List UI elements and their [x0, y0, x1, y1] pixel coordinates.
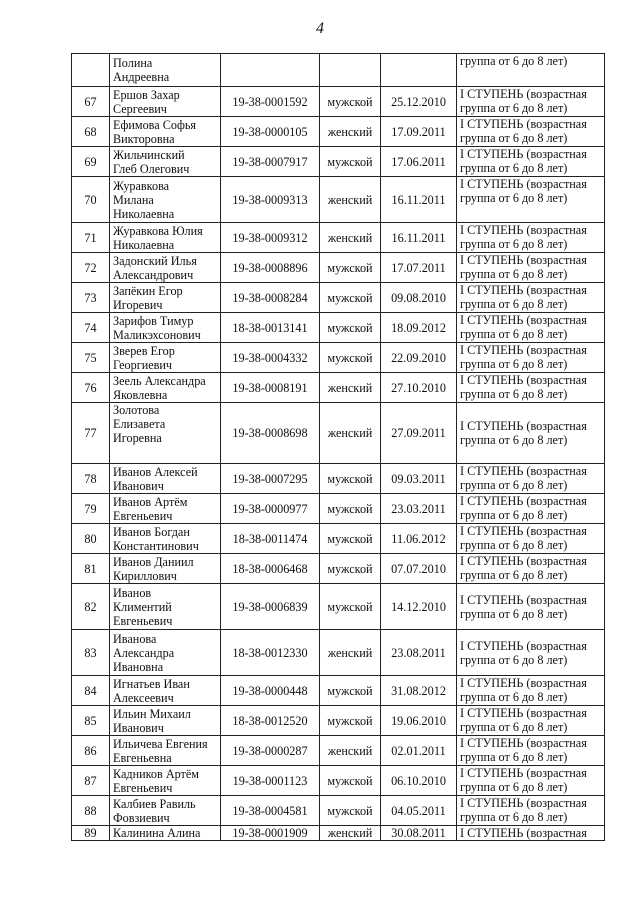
- gender-cell: мужской: [320, 253, 381, 283]
- gender-cell: женский: [320, 826, 381, 841]
- table-row: [72, 464, 605, 494]
- uin-id-cell: 19-38-0000287: [221, 736, 320, 766]
- age-group-stage-cell: I СТУПЕНЬ (возрастная группа от 6 до 8 лет): [457, 313, 605, 343]
- row-number-cell: 77: [72, 403, 110, 464]
- age-group-stage-cell: I СТУПЕНЬ (возрастная: [457, 826, 605, 841]
- uin-id-cell: 19-38-0001123: [221, 766, 320, 796]
- row-number-cell: 84: [72, 676, 110, 706]
- age-group-stage-cell: I СТУПЕНЬ (возрастная группа от 6 до 8 лет): [457, 343, 605, 373]
- table-row: [72, 177, 605, 223]
- table-row: [72, 373, 605, 403]
- gender-cell: мужской: [320, 706, 381, 736]
- uin-id-cell: 19-38-0000977: [221, 494, 320, 524]
- age-group-stage-cell: I СТУПЕНЬ (возрастная группа от 6 до 8 лет): [457, 736, 605, 766]
- full-name-cell: Иванов Климентий Евгеньевич: [110, 584, 221, 630]
- uin-id-cell: 19-38-0008896: [221, 253, 320, 283]
- gender-cell: мужской: [320, 464, 381, 494]
- gender-cell: женский: [320, 736, 381, 766]
- age-group-stage-cell: I СТУПЕНЬ (возрастная группа от 6 до 8 лет): [457, 373, 605, 403]
- row-number-cell: 88: [72, 796, 110, 826]
- row-number-cell: 72: [72, 253, 110, 283]
- birth-date-cell: 17.07.2011: [381, 253, 457, 283]
- birth-date-cell: 30.08.2011: [381, 826, 457, 841]
- birth-date-cell: 06.10.2010: [381, 766, 457, 796]
- gender-cell: мужской: [320, 343, 381, 373]
- birth-date-cell: 18.09.2012: [381, 313, 457, 343]
- table-row: [72, 630, 605, 676]
- row-number-cell: 74: [72, 313, 110, 343]
- row-number-cell: 76: [72, 373, 110, 403]
- birth-date-cell: 23.03.2011: [381, 494, 457, 524]
- full-name-cell: Иванов Артём Евгеньевич: [110, 494, 221, 524]
- uin-id-cell: 19-38-0001909: [221, 826, 320, 841]
- row-number-cell: 67: [72, 87, 110, 117]
- uin-id-cell: 19-38-0001592: [221, 87, 320, 117]
- full-name-cell: Иванов Алексей Иванович: [110, 464, 221, 494]
- birth-date-cell: 25.12.2010: [381, 87, 457, 117]
- birth-date-cell: 27.10.2010: [381, 373, 457, 403]
- table-row: [72, 403, 605, 464]
- table-row: [72, 117, 605, 147]
- birth-date-cell: 04.05.2011: [381, 796, 457, 826]
- age-group-stage-cell: I СТУПЕНЬ (возрастная группа от 6 до 8 лет): [457, 87, 605, 117]
- row-number-cell: 71: [72, 223, 110, 253]
- birth-date-cell: 09.03.2011: [381, 464, 457, 494]
- age-group-stage-cell: I СТУПЕНЬ (возрастная группа от 6 до 8 лет): [457, 117, 605, 147]
- birth-date-cell: 27.09.2011: [381, 403, 457, 464]
- uin-id-cell: 19-38-0000105: [221, 117, 320, 147]
- full-name-cell: Зеель Александра Яковлевна: [110, 373, 221, 403]
- age-group-stage-cell: I СТУПЕНЬ (возрастная группа от 6 до 8 лет): [457, 283, 605, 313]
- uin-id-cell: [221, 54, 320, 87]
- birth-date-cell: 22.09.2010: [381, 343, 457, 373]
- birth-date-cell: 17.06.2011: [381, 147, 457, 177]
- uin-id-cell: 19-38-0007917: [221, 147, 320, 177]
- birth-date-cell: 09.08.2010: [381, 283, 457, 313]
- row-number-cell: 69: [72, 147, 110, 177]
- row-number-cell: 82: [72, 584, 110, 630]
- row-number-cell: 83: [72, 630, 110, 676]
- uin-id-cell: 19-38-0006839: [221, 584, 320, 630]
- birth-date-cell: 19.06.2010: [381, 706, 457, 736]
- row-number-cell: 78: [72, 464, 110, 494]
- age-group-stage-cell: I СТУПЕНЬ (возрастная группа от 6 до 8 лет): [457, 676, 605, 706]
- full-name-cell: Журавкова Юлия Николаевна: [110, 223, 221, 253]
- age-group-stage-cell: I СТУПЕНЬ (возрастная группа от 6 до 8 лет): [457, 464, 605, 494]
- age-group-stage-cell: I СТУПЕНЬ (возрастная группа от 6 до 8 лет): [457, 147, 605, 177]
- age-group-stage-cell: I СТУПЕНЬ (возрастная группа от 6 до 8 лет): [457, 554, 605, 584]
- gender-cell: мужской: [320, 87, 381, 117]
- full-name-cell: Запёкин Егор Игоревич: [110, 283, 221, 313]
- full-name-cell: Ильин Михаил Иванович: [110, 706, 221, 736]
- row-number-cell: 79: [72, 494, 110, 524]
- full-name-cell: Журавкова Милана Николаевна: [110, 177, 221, 223]
- table-row: [72, 706, 605, 736]
- gender-cell: мужской: [320, 494, 381, 524]
- participants-table: [71, 53, 605, 841]
- gender-cell: мужской: [320, 584, 381, 630]
- row-number-cell: 73: [72, 283, 110, 313]
- gender-cell: женский: [320, 223, 381, 253]
- table-row: [72, 494, 605, 524]
- age-group-stage-cell: I СТУПЕНЬ (возрастная группа от 6 до 8 лет): [457, 796, 605, 826]
- full-name-cell: Игнатьев Иван Алексеевич: [110, 676, 221, 706]
- table-row: [72, 826, 605, 841]
- table-row: [72, 554, 605, 584]
- gender-cell: мужской: [320, 676, 381, 706]
- birth-date-cell: 17.09.2011: [381, 117, 457, 147]
- age-group-stage-cell: I СТУПЕНЬ (возрастная группа от 6 до 8 лет): [457, 630, 605, 676]
- row-number-cell: 85: [72, 706, 110, 736]
- table-row: [72, 766, 605, 796]
- age-group-stage-cell: I СТУПЕНЬ (возрастная группа от 6 до 8 лет): [457, 494, 605, 524]
- gender-cell: мужской: [320, 554, 381, 584]
- row-number-cell: 75: [72, 343, 110, 373]
- birth-date-cell: 16.11.2011: [381, 223, 457, 253]
- full-name-cell: Кадников Артём Евгеньевич: [110, 766, 221, 796]
- full-name-cell: Золотова Елизавета Игоревна: [110, 403, 221, 464]
- uin-id-cell: 18-38-0012330: [221, 630, 320, 676]
- table-row: [72, 343, 605, 373]
- table-row: [72, 253, 605, 283]
- full-name-cell: Жильчинский Глеб Олегович: [110, 147, 221, 177]
- uin-id-cell: 18-38-0011474: [221, 524, 320, 554]
- table-row: [72, 796, 605, 826]
- full-name-cell: Калбиев Равиль Фовзиевич: [110, 796, 221, 826]
- row-number-cell: 87: [72, 766, 110, 796]
- age-group-stage-cell: I СТУПЕНЬ (возрастная группа от 6 до 8 лет): [457, 524, 605, 554]
- uin-id-cell: 18-38-0013141: [221, 313, 320, 343]
- table-row: [72, 736, 605, 766]
- birth-date-cell: 23.08.2011: [381, 630, 457, 676]
- gender-cell: мужской: [320, 766, 381, 796]
- table-row: [72, 223, 605, 253]
- age-group-stage-cell: I СТУПЕНЬ (возрастная группа от 6 до 8 лет): [457, 766, 605, 796]
- age-group-stage-cell: I СТУПЕНЬ (возрастная группа от 6 до 8 лет): [457, 403, 605, 464]
- table-row: [72, 283, 605, 313]
- full-name-cell: Ильичева Евгения Евгеньевна: [110, 736, 221, 766]
- uin-id-cell: 19-38-0009312: [221, 223, 320, 253]
- uin-id-cell: 19-38-0008698: [221, 403, 320, 464]
- birth-date-cell: 02.01.2011: [381, 736, 457, 766]
- full-name-cell: Иванов Богдан Константинович: [110, 524, 221, 554]
- gender-cell: мужской: [320, 283, 381, 313]
- row-number-cell: 68: [72, 117, 110, 147]
- uin-id-cell: 19-38-0009313: [221, 177, 320, 223]
- table-row: [72, 54, 605, 87]
- table-row: [72, 87, 605, 117]
- page-number: 4: [316, 20, 324, 37]
- gender-cell: женский: [320, 403, 381, 464]
- uin-id-cell: 18-38-0006468: [221, 554, 320, 584]
- age-group-stage-cell: группа от 6 до 8 лет): [457, 54, 605, 87]
- birth-date-cell: 31.08.2012: [381, 676, 457, 706]
- full-name-cell: Калинина Алина: [110, 826, 221, 841]
- age-group-stage-cell: I СТУПЕНЬ (возрастная группа от 6 до 8 лет): [457, 223, 605, 253]
- birth-date-cell: 11.06.2012: [381, 524, 457, 554]
- birth-date-cell: [381, 54, 457, 87]
- uin-id-cell: 19-38-0007295: [221, 464, 320, 494]
- full-name-cell: Зверев Егор Георгиевич: [110, 343, 221, 373]
- age-group-stage-cell: I СТУПЕНЬ (возрастная группа от 6 до 8 лет): [457, 177, 605, 223]
- gender-cell: мужской: [320, 147, 381, 177]
- uin-id-cell: 19-38-0004332: [221, 343, 320, 373]
- gender-cell: женский: [320, 117, 381, 147]
- age-group-stage-cell: I СТУПЕНЬ (возрастная группа от 6 до 8 лет): [457, 706, 605, 736]
- age-group-stage-cell: I СТУПЕНЬ (возрастная группа от 6 до 8 лет): [457, 584, 605, 630]
- birth-date-cell: 14.12.2010: [381, 584, 457, 630]
- row-number-cell: 80: [72, 524, 110, 554]
- gender-cell: мужской: [320, 313, 381, 343]
- full-name-cell: Иванов Даниил Кириллович: [110, 554, 221, 584]
- full-name-cell: Полина Андреевна: [110, 54, 221, 87]
- row-number-cell: [72, 54, 110, 87]
- gender-cell: женский: [320, 630, 381, 676]
- full-name-cell: Ефимова Софья Викторовна: [110, 117, 221, 147]
- table-row: [72, 524, 605, 554]
- table-row: [72, 584, 605, 630]
- uin-id-cell: 19-38-0008284: [221, 283, 320, 313]
- age-group-stage-cell: I СТУПЕНЬ (возрастная группа от 6 до 8 лет): [457, 253, 605, 283]
- full-name-cell: Ершов Захар Сергеевич: [110, 87, 221, 117]
- row-number-cell: 86: [72, 736, 110, 766]
- full-name-cell: Иванова Александра Ивановна: [110, 630, 221, 676]
- full-name-cell: Задонский Илья Александрович: [110, 253, 221, 283]
- uin-id-cell: 18-38-0012520: [221, 706, 320, 736]
- row-number-cell: 89: [72, 826, 110, 841]
- gender-cell: женский: [320, 373, 381, 403]
- birth-date-cell: 16.11.2011: [381, 177, 457, 223]
- birth-date-cell: 07.07.2010: [381, 554, 457, 584]
- table-row: [72, 147, 605, 177]
- gender-cell: мужской: [320, 796, 381, 826]
- row-number-cell: 70: [72, 177, 110, 223]
- gender-cell: женский: [320, 177, 381, 223]
- table-row: [72, 676, 605, 706]
- uin-id-cell: 19-38-0000448: [221, 676, 320, 706]
- table-row: [72, 313, 605, 343]
- row-number-cell: 81: [72, 554, 110, 584]
- gender-cell: мужской: [320, 524, 381, 554]
- gender-cell: [320, 54, 381, 87]
- uin-id-cell: 19-38-0004581: [221, 796, 320, 826]
- full-name-cell: Зарифов Тимур Маликэхсонович: [110, 313, 221, 343]
- uin-id-cell: 19-38-0008191: [221, 373, 320, 403]
